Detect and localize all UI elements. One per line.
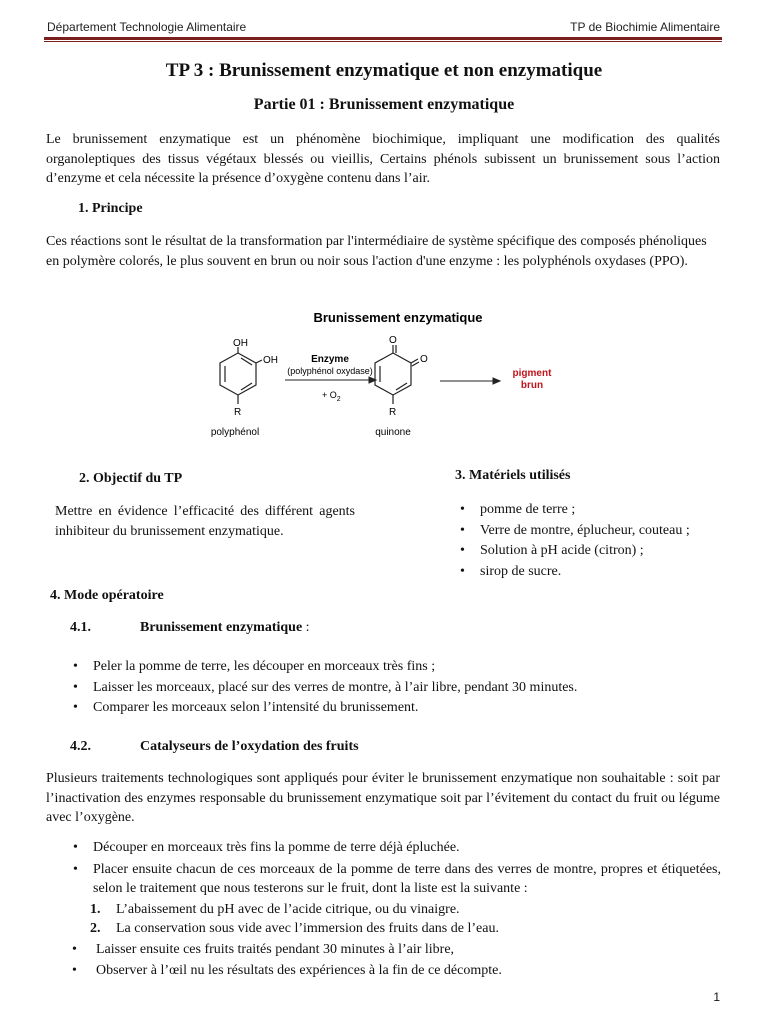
figure-title: Brunissement enzymatique	[313, 310, 483, 325]
polyphenol-label: polyphénol	[210, 427, 260, 438]
section-title: Brunissement enzymatique	[140, 620, 303, 635]
oh-top-label: OH	[233, 338, 248, 349]
r-label-1: R	[234, 407, 242, 418]
section-4-2-heading	[70, 739, 359, 755]
enzyme-sublabel: (polyphénol oxydase)	[287, 366, 373, 376]
objectif-heading: 2. Objectif du TP	[79, 471, 183, 486]
o-side-label: O	[420, 354, 428, 365]
section-number: 4.1.	[70, 620, 91, 635]
page-number: 1	[713, 990, 720, 1004]
o-top-label: O	[389, 335, 397, 346]
section-4-2-list	[69, 838, 721, 899]
polyphenol-structure	[220, 347, 262, 404]
section-number: 4.2.	[70, 739, 91, 754]
intro-paragraph: Le brunissement enzymatique est un phénomène biochimique, impliquant une modification des qualités organoleptiques des tissus végétaux blessés ou vieillis, Certains phénols subissent un brunissement sous l’action d’enzyme et cela nécessite la présence d’oxygène contenu dans l’air.	[46, 132, 720, 186]
objectif-paragraph: Mettre en évidence l’efficacité des différent agents inhibiteur du brunissement enzymatique.	[55, 504, 355, 539]
oxygen-label: + $O_2$	[322, 390, 341, 403]
oh-side-label: OH	[263, 355, 278, 366]
list-item: • Découper en morceaux très fins la pomme de terre déjà épluchée.	[69, 838, 721, 858]
quinone-structure	[375, 345, 419, 404]
quinone-label: quinone	[375, 427, 411, 438]
principe-heading: 1. Principe	[78, 201, 143, 216]
principe-paragraph: Ces réactions sont le résultat de la transformation par l'intermédiaire de système spécifique des composés phénoliques en polymère colorés, le plus souvent en brun ou noir sous l'action d'une enzyme : les polyphénols oxydases (PPO).	[46, 234, 707, 269]
list-item: • pomme de terre ;	[456, 500, 736, 521]
materiels-heading: 3. Matériels utilisés	[455, 468, 571, 483]
list-item: • Laisser ensuite ces fruits traités pendant 30 minutes à l’air libre,	[68, 940, 718, 961]
final-steps-list	[68, 940, 718, 981]
section-4-1-list	[69, 657, 719, 719]
list-item: • sirop de sucre.	[456, 562, 736, 583]
list-item: 2. La conservation sous vide avec l’immersion des fruits dans de l’eau.	[90, 921, 499, 936]
section-4-2-paragraph: Plusieurs traitements technologiques sont appliqués pour éviter le brunissement enzymatique non souhaitable : soit par l’inactivation des enzymes responsable du brunissement enzymatique soit par l’évitement du contact du fruit ou légume avec l’oxygène.	[46, 771, 720, 825]
reaction-arrow-2	[440, 378, 500, 384]
mode-heading: 4. Mode opératoire	[50, 588, 164, 603]
header-rule-thin	[44, 41, 722, 42]
materiels-list	[456, 500, 736, 582]
page-subtitle: Partie 01 : Brunissement enzymatique	[253, 96, 515, 113]
list-item: • Verre de montre, éplucheur, couteau ;	[456, 521, 736, 542]
list-item: • Laisser les morceaux, placé sur des verres de montre, à l’air libre, pendant 30 minutes.	[69, 678, 719, 699]
list-item: • Comparer les morceaux selon l’intensité du brunissement.	[69, 698, 719, 719]
header-rule	[44, 37, 722, 40]
r-label-2: R	[389, 407, 397, 418]
pigment-label: pigment	[512, 368, 552, 379]
list-item: • Observer à l’œil nu les résultats des expériences à la fin de ce décompte.	[68, 961, 718, 982]
brun-label: brun	[520, 380, 544, 391]
list-item: • Peler la pomme de terre, les découper en morceaux très fins ;	[69, 657, 719, 678]
reaction-arrow-1	[285, 377, 376, 383]
list-item: 1. L’abaissement du pH avec de l’acide citrique, ou du vinaigre.	[90, 902, 460, 917]
enzyme-label: Enzyme	[311, 354, 349, 365]
reaction-figure	[200, 305, 570, 443]
section-title: Catalyseurs de l’oxydation des fruits	[140, 739, 359, 754]
section-4-1-heading: 4.1. Brunissement enzymatique :	[70, 620, 310, 635]
header-course: TP de Biochimie Alimentaire	[570, 20, 720, 34]
treatment-list	[90, 900, 690, 938]
list-item: • Solution à pH acide (citron) ;	[456, 541, 736, 562]
page-title: TP 3 : Brunissement enzymatique et non enzymatique	[165, 60, 603, 81]
header-department: Département Technologie Alimentaire	[47, 20, 247, 34]
list-item: • Placer ensuite chacun de ces morceaux de la pomme de terre dans des verres de montre, propres et étiquetées, selon le traitement que nous testerons sur le fruit, dont la liste est la suivante :	[69, 860, 721, 899]
